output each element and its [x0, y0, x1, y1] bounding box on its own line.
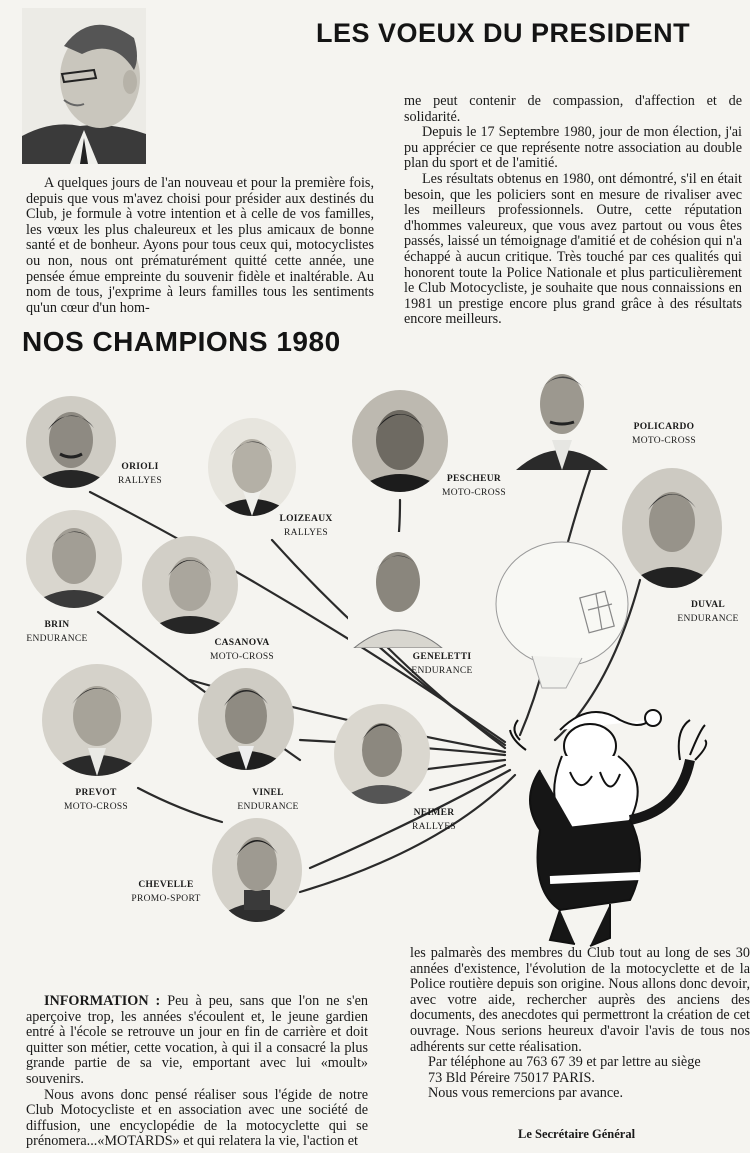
caption-policardo	[628, 420, 700, 448]
rider-portrait-geneletti	[348, 532, 448, 648]
information-heading: INFORMATION :	[44, 993, 161, 1009]
rider-portrait-orioli	[26, 396, 116, 488]
rider-discipline: PROMO-SPORT	[131, 894, 201, 904]
santa-claus-illustration	[500, 700, 710, 950]
rider-name: NEIMER	[413, 808, 455, 818]
rider-discipline: ENDURANCE	[237, 802, 299, 812]
caption-orioli	[110, 460, 170, 488]
paragraph: Nous vous remercions par avance.	[428, 1085, 624, 1102]
rider-name: ORIOLI	[121, 462, 159, 472]
rider-name: PREVOT	[75, 788, 117, 798]
caption-brin	[22, 618, 92, 646]
champions-title: NOS CHAMPIONS 1980	[22, 326, 341, 357]
rider-name: CASANOVA	[214, 638, 270, 648]
rider-portrait-duval	[622, 468, 722, 588]
paragraph: les palmarès des membres du Club tout au long de ses 30 années d'existence, l'évolution de la motocyclette et de la Police routière depuis son origine. Nous allons donc devoir, avec votre aide, rechercher auprès des anciens des documents, des anecdotes qui permettront la création de cet ouvrage. Nous serions heureux d'avoir l'avis de tous nos adhérents sur cette réalisation.	[410, 945, 750, 1055]
page-title: LES VOEUX DU PRESIDENT	[316, 18, 691, 48]
rider-discipline: RALLYES	[284, 528, 328, 538]
paragraph: A quelques jours de l'an nouveau et pour la première fois, depuis que vous m'avez choisi pour présider aux destinés du Club, je formule à votre intention et à celle de vos familles, les vœux les plus chaleureux et les plus amicaux de bonne santé et de bonheur. Ayons pour tous ceux qui, motocyclistes ou non, nous ont prématurément quitté cette année, une pensée émue empreinte du souvenir fidèle et inaltérable. Au nom de tous, j'exprime à leurs familles tous les sentiments qu'un cœur d'un hom-	[26, 175, 374, 316]
rider-portrait-loizeaux	[208, 418, 296, 516]
rider-portrait-prevot	[42, 664, 152, 776]
rider-portrait-brin	[26, 510, 122, 608]
rider-discipline: RALLYES	[118, 476, 162, 486]
rider-portrait-vinel	[198, 668, 294, 770]
rider-name: LOIZEAUX	[279, 514, 333, 524]
rider-discipline: ENDURANCE	[677, 614, 739, 624]
caption-loizeaux	[270, 512, 342, 540]
caption-vinel	[232, 786, 304, 814]
paragraph: Les résultats obtenus en 1980, ont démontré, s'il en était besoin, que les policiers sont en mesure de rivaliser avec les meilleurs professionnels. Outre, cette réputation d'hommes valeureux, que vous avez partout ou vous êtes passés, laissé un témoignage d'amitié et de cohésion qui n'a échappé à aucun critique. Très touché par ces qualités qui honorent toute la Police Nationale et plus particulièrement le Club Motocycliste, je souhaite que nous connaissions en 1981 un prestige encore plus grand grâce à des résultats encore meilleurs.	[404, 170, 742, 328]
rider-portrait-pescheur	[352, 390, 448, 492]
information-left	[26, 994, 368, 1150]
rider-discipline: RALLYES	[412, 822, 456, 832]
caption-pescheur	[438, 472, 510, 500]
rider-portrait-policardo	[512, 360, 612, 470]
paragraph: Par téléphone au 763 67 39 et par lettre au siège	[428, 1054, 701, 1071]
rider-portrait-casanova	[142, 536, 238, 634]
paragraph-text: Peu à peu, sans que l'on ne s'en aperçoive trop, les années s'écoulent et, le jeune gardien entré à l'école se retrouve un jour en fin de carrière et doit quitter son métier, cette vocation, à qui il a consacré la plus grande partie de sa vie, emportant avec lui «moult» souvenirs.	[26, 993, 368, 1087]
paragraph: 73 Bld Péreire 75017 PARIS.	[428, 1069, 595, 1086]
paragraph: Nous avons donc pensé réaliser sous l'égide de notre Club Motocycliste et en association avec une société de diffusion, une encyclopédie de la motocyclette qui se prénomera...«MOTARDS» et qui relatera la vie, l'action et	[26, 1086, 368, 1150]
paragraph: me peut contenir de compassion, d'affection et de solidarité.	[404, 93, 742, 125]
rider-discipline: MOTO-CROSS	[441, 488, 507, 498]
rider-name: DUVAL	[690, 600, 726, 610]
rider-discipline: ENDURANCE	[411, 666, 473, 676]
rider-discipline: MOTO-CROSS	[631, 436, 697, 446]
rider-name: BRIN	[44, 620, 70, 630]
rider-name: PESCHEUR	[446, 474, 502, 484]
information-right	[410, 946, 750, 1102]
rider-discipline: ENDURANCE	[26, 634, 88, 644]
rider-name: POLICARDO	[633, 422, 695, 432]
rider-name: CHEVELLE	[138, 880, 194, 890]
rider-name: GENELETTI	[412, 652, 472, 662]
caption-chevelle	[126, 878, 206, 906]
caption-duval	[672, 598, 744, 626]
paragraph	[26, 994, 368, 1088]
signature: Le Secrétaire Général	[518, 1127, 636, 1141]
rider-discipline: MOTO-CROSS	[209, 652, 275, 662]
paragraph: Depuis le 17 Septembre 1980, jour de mon élection, j'ai pu apprécier ce que représente notre association au double plan du sport et de l'amitié.	[404, 124, 742, 172]
rider-name: VINEL	[252, 788, 284, 798]
caption-casanova	[204, 636, 280, 664]
balloon	[492, 538, 632, 698]
rider-portrait-chevelle	[212, 818, 302, 922]
rider-discipline: MOTO-CROSS	[63, 802, 129, 812]
rider-portrait-neimer	[334, 704, 430, 804]
caption-prevot	[58, 786, 134, 814]
caption-geneletti	[406, 650, 478, 678]
caption-neimer	[402, 806, 466, 834]
